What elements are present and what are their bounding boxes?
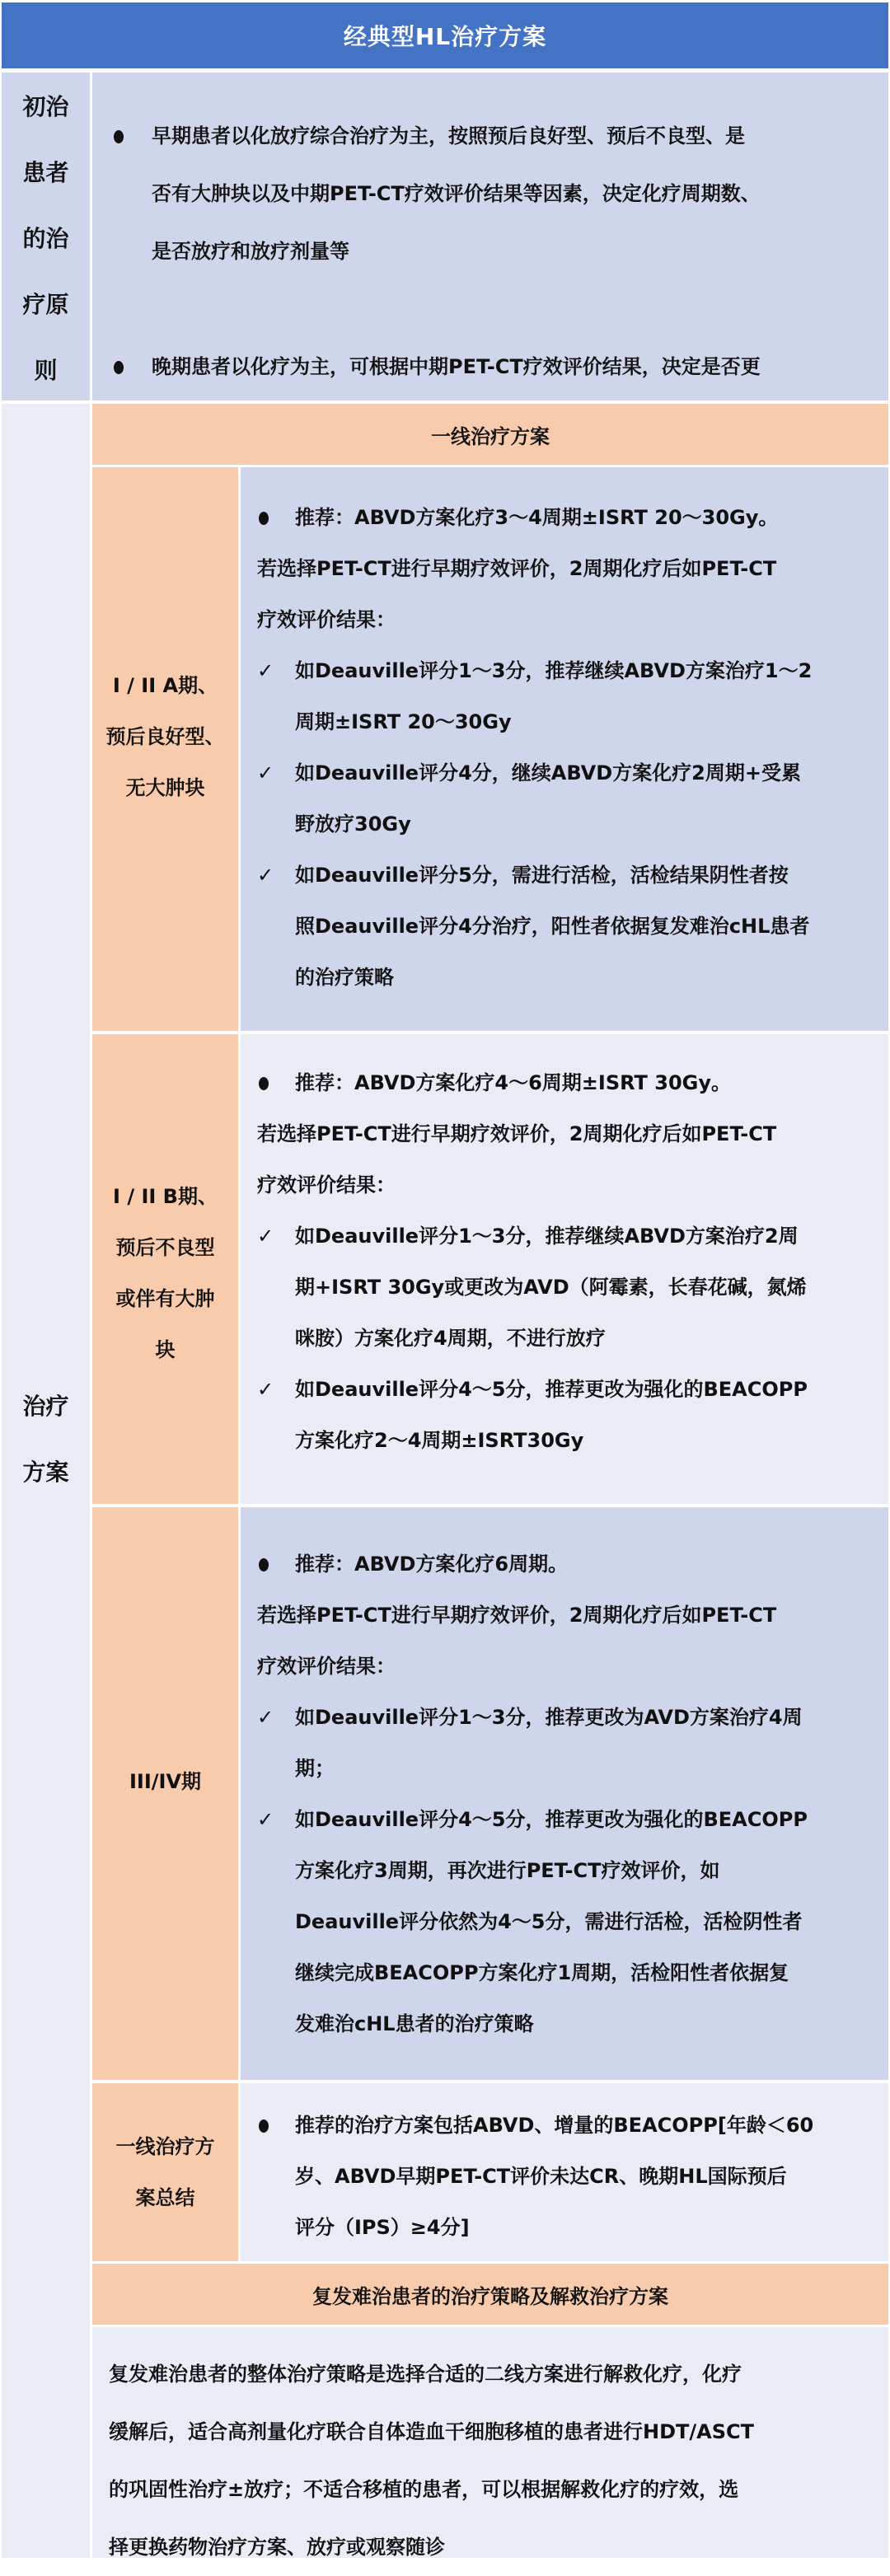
- check-text-line: 周期±ISRT 20～30Gy: [295, 710, 512, 733]
- principles-label-line: 则: [34, 357, 58, 384]
- check-item: [257, 645, 877, 747]
- stage-label-line: 或伴有大肿: [115, 1287, 215, 1310]
- check-text-line: 如Deauville评分4～5分，推荐更改为强化的BEACOPP: [295, 1378, 808, 1401]
- summary-text-line: 评分（IPS）≥4分]: [295, 2216, 470, 2239]
- relapse-header: 复发难治患者的治疗策略及解救治疗方案: [92, 2264, 888, 2325]
- intro-line: 疗效评价结果：: [257, 1173, 396, 1197]
- principle-text-line: 晚期患者以化疗为主，可根据中期PET-CT疗效评价结果，决定是否更: [152, 355, 761, 378]
- check-icon: ✓: [257, 1706, 274, 1729]
- check-text-line: 如Deauville评分4分，继续ABVD方案化疗2周期+受累: [295, 761, 801, 785]
- check-text-line: 发难治cHL患者的治疗策略: [295, 2012, 534, 2035]
- intro-line: 疗效评价结果：: [257, 1655, 396, 1678]
- relapse-text-line: 择更换药物治疗方案、放疗或观察随诊: [109, 2536, 445, 2559]
- check-text-line: 继续完成BEACOPP方案化疗1周期，活检阳性者依据复: [295, 1961, 789, 1984]
- stage-content-advanced: [241, 1507, 888, 2080]
- first-line-header: 一线治疗方案: [92, 404, 888, 465]
- check-text-line: 期；: [295, 1757, 335, 1780]
- intro-line: 若选择PET-CT进行早期疗效评价，2周期化疗后如PET-CT: [257, 557, 777, 580]
- treatment-label-line: 方案: [22, 1459, 69, 1486]
- stage-label-line: 块: [155, 1338, 176, 1361]
- recommend-text: 推荐：ABVD方案化疗6周期。: [295, 1553, 569, 1576]
- principles-label-line: 初治: [22, 93, 69, 120]
- check-text-line: 如Deauville评分4～5分，推荐更改为强化的BEACOPP: [295, 1808, 808, 1831]
- stage-label-line: 预后良好型、: [105, 725, 225, 748]
- principle-text-line: 早期患者以化放疗综合治疗为主，按照预后良好型、预后不良型、是: [152, 124, 745, 148]
- stage-label-early-unfavorable: [92, 1034, 238, 1504]
- summary-label-line: 一线治疗方: [115, 2135, 215, 2158]
- check-text-line: 方案化疗2～4周期±ISRT30Gy: [295, 1429, 584, 1452]
- relapse-text-line: 缓解后，适合高剂量化疗联合自体造血干细胞移植的患者进行HDT/ASCT: [109, 2420, 754, 2443]
- stage-label-line: III/IV期: [129, 1769, 202, 1793]
- principles-content-cell: [92, 73, 888, 400]
- principles-label-line: 的治: [22, 225, 69, 252]
- check-icon: ✓: [257, 761, 274, 785]
- table-title: 经典型HL治疗方案: [2, 2, 888, 68]
- relapse-text-line: 复发难治患者的整体治疗策略是选择合适的二线方案进行解救化疗，化疗: [109, 2363, 742, 2386]
- check-icon: ✓: [257, 1225, 274, 1248]
- check-item: [257, 1794, 877, 2049]
- check-text-line: 如Deauville评分1～3分，推荐继续ABVD方案治疗2周: [295, 1225, 799, 1248]
- check-text-line: 照Deauville评分4分治疗，阳性者依据复发难治cHL患者: [295, 915, 810, 938]
- principle-text-line: 否有大肿块以及中期PET-CT疗效评价结果等因素，决定化疗周期数、: [152, 182, 761, 205]
- summary-label: [92, 2083, 238, 2261]
- relapse-text-line: 的巩固性治疗±放疗；不适合移植的患者，可以根据解救化疗的疗效，选: [109, 2478, 739, 2501]
- recommend-text: 推荐：ABVD方案化疗3～4周期±ISRT 20～30Gy。: [295, 506, 779, 529]
- stage-label-line: I / II B期、: [113, 1185, 218, 1208]
- summary-text-line: 岁、ABVD早期PET-CT评价未达CR、晚期HL国际预后: [295, 2165, 787, 2188]
- bullet-icon: [259, 1077, 269, 1090]
- check-icon: ✓: [257, 1808, 274, 1831]
- check-text-line: 如Deauville评分5分，需进行活检，活检结果阴性者按: [295, 864, 789, 887]
- check-item: [257, 747, 877, 850]
- check-icon: ✓: [257, 659, 274, 682]
- check-item: [257, 1364, 877, 1466]
- principles-label-line: 患者: [22, 159, 69, 186]
- check-text-line: 如Deauville评分1～3分，推荐更改为AVD方案治疗4周: [295, 1706, 803, 1729]
- check-text-line: 野放疗30Gy: [295, 813, 411, 836]
- bullet-icon: [259, 512, 269, 525]
- check-text-line: Deauville评分依然为4～5分，需进行活检，活检阴性者: [295, 1910, 803, 1933]
- check-text-line: 方案化疗3周期，再次进行PET-CT疗效评价，如: [295, 1859, 720, 1882]
- intro-line: 若选择PET-CT进行早期疗效评价，2周期化疗后如PET-CT: [257, 1604, 777, 1627]
- treatment-label-cell: [2, 404, 90, 2558]
- recommend-item: [257, 1539, 877, 1590]
- recommend-item: [257, 492, 877, 543]
- bullet-icon: [259, 1558, 269, 1571]
- summary-label-line: 案总结: [135, 2186, 195, 2209]
- check-text-line: 期+ISRT 30Gy或更改为AVD（阿霉素，长春花碱，氮烯: [295, 1276, 807, 1299]
- stage-label-early-favorable: [92, 467, 238, 1031]
- check-icon: ✓: [257, 1378, 274, 1401]
- principle-text-line: 是否放疗和放疗剂量等: [152, 240, 349, 263]
- check-text-line: 如Deauville评分1～3分，推荐继续ABVD方案治疗1～2: [295, 659, 813, 682]
- stage-label-advanced: [92, 1507, 238, 2080]
- intro-line: 若选择PET-CT进行早期疗效评价，2周期化疗后如PET-CT: [257, 1122, 777, 1145]
- recommend-text: 推荐：ABVD方案化疗4～6周期±ISRT 30Gy。: [295, 1071, 731, 1094]
- check-text-line: 咪胺）方案化疗4周期，不进行放疗: [295, 1327, 606, 1350]
- check-item: [257, 850, 877, 1003]
- stage-label-line: 无大肿块: [125, 776, 205, 799]
- bullet-icon: [114, 130, 124, 143]
- check-item: [257, 1211, 877, 1364]
- principle-item: [112, 107, 877, 280]
- intro-line: 疗效评价结果：: [257, 608, 396, 631]
- relapse-content: [92, 2327, 888, 2558]
- treatment-label-line: 治疗: [22, 1393, 69, 1420]
- stage-label-line: I / II A期、: [112, 674, 218, 697]
- check-item: [257, 1692, 877, 1794]
- summary-item: [257, 2100, 877, 2253]
- summary-content: [241, 2083, 888, 2261]
- bullet-icon: [114, 361, 124, 374]
- principles-label-line: 疗原: [22, 291, 69, 318]
- stage-content-early-favorable: [241, 467, 888, 1031]
- stage-label-line: 预后不良型: [115, 1236, 215, 1259]
- check-icon: ✓: [257, 864, 274, 887]
- summary-text-line: 推荐的治疗方案包括ABVD、增量的BEACOPP[年龄＜60: [295, 2114, 814, 2137]
- recommend-item: [257, 1057, 877, 1108]
- check-text-line: 的治疗策略: [295, 966, 394, 989]
- principles-label-cell: [2, 73, 90, 400]
- bullet-icon: [259, 2119, 269, 2133]
- stage-content-early-unfavorable: [241, 1034, 888, 1504]
